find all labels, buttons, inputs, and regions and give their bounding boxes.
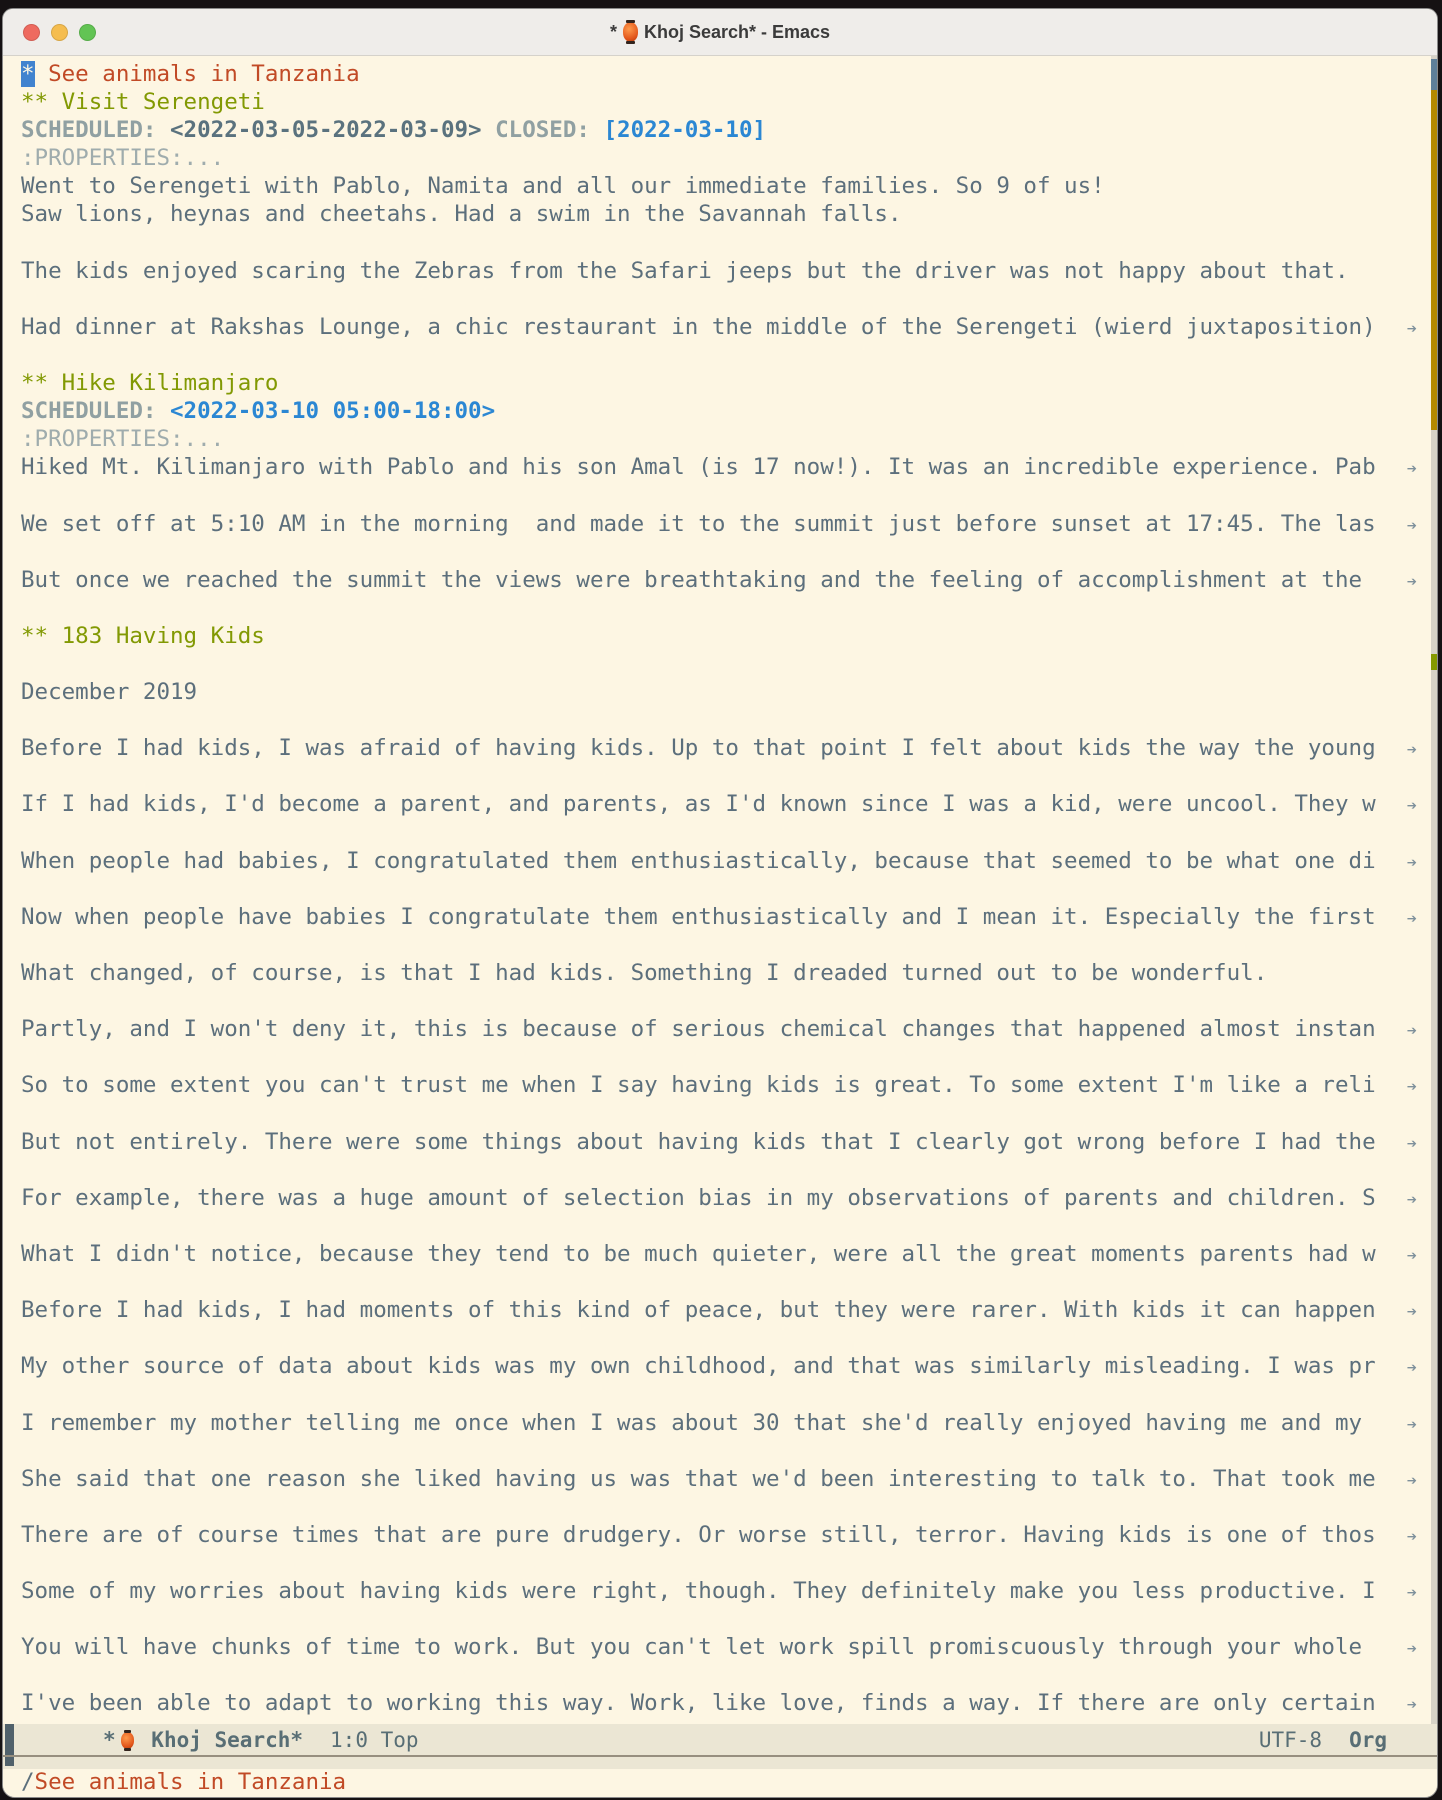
buffer-line (21, 762, 1437, 790)
buffer-line (21, 481, 1437, 509)
buffer-name-prefix: * (103, 1728, 116, 1752)
scrollbar-thumb[interactable] (1431, 90, 1437, 430)
line-truncation-arrow-icon: ➔ (1406, 459, 1417, 480)
buffer-line: When people had babies, I congratulated them enthusiastically, because that seemed to be what one di ➔ (21, 847, 1437, 875)
scrollbar-cursor-marker (1431, 59, 1437, 90)
buffer-line (21, 594, 1437, 622)
buffer-line (21, 875, 1437, 903)
buffer-line: The kids enjoyed scaring the Zebras from the Safari jeeps but the driver was not happy about that. (21, 257, 1349, 284)
line-truncation-arrow-icon: ➔ (1406, 740, 1417, 761)
major-mode-indicator[interactable]: Org (1349, 1728, 1387, 1752)
lantern-icon (121, 1732, 134, 1749)
buffer-line (21, 1605, 1437, 1633)
buffer-line: ** Visit Serengeti (21, 89, 265, 116)
line-truncation-arrow-icon: ➔ (1406, 1245, 1417, 1266)
buffer-line: SCHEDULED: <2022-03-05-2022-03-09> CLOSED: [2022-03-10] (21, 117, 767, 144)
buffer-line (21, 1268, 1437, 1296)
buffer-line: Partly, and I won't deny it, this is because of serious chemical changes that happened almost instan ➔ (21, 1015, 1437, 1043)
buffer-line: My other source of data about kids was my own childhood, and that was similarly misleading. I was pr ➔ (21, 1352, 1437, 1380)
traffic-lights (23, 9, 96, 55)
buffer-line: Had dinner at Rakshas Lounge, a chic restaurant in the middle of the Serengeti (wierd juxtaposition) ➔ (21, 313, 1437, 341)
line-truncation-arrow-icon: ➔ (1406, 318, 1417, 339)
line-truncation-arrow-icon: ➔ (1406, 1583, 1417, 1604)
buffer-line (21, 1212, 1437, 1240)
lantern-icon (623, 22, 638, 42)
cursor-position: 1:0 Top (330, 1728, 419, 1752)
buffer-line (21, 1380, 1437, 1408)
buffer-line: :PROPERTIES:... (21, 426, 225, 453)
line-truncation-arrow-icon: ➔ (1406, 1133, 1417, 1154)
title-prefix: * (609, 21, 617, 42)
line-truncation-arrow-icon: ➔ (1406, 1695, 1417, 1716)
modeline-left-bar (5, 1724, 14, 1766)
buffer-line: What I didn't notice, because they tend to be much quieter, were all the great moments parents had w ➔ (21, 1240, 1437, 1268)
line-truncation-arrow-icon: ➔ (1406, 1077, 1417, 1098)
buffer-line: Before I had kids, I had moments of this kind of peace, but they were rarer. With kids it can happen ➔ (21, 1296, 1437, 1324)
title-text: Khoj Search* - Emacs (643, 21, 831, 42)
buffer-line: ** Hike Kilimanjaro (21, 370, 279, 397)
buffer-line: We set off at 5:10 AM in the morning and made it to the summit just before sunset at 17:45. The las ➔ (21, 510, 1437, 538)
buffer-line (21, 1493, 1437, 1521)
buffer-line: * See animals in Tanzania (21, 61, 360, 87)
buffer-line (21, 1324, 1437, 1352)
buffer-line: ** 183 Having Kids (21, 622, 265, 649)
org-buffer[interactable] (3, 56, 1437, 1724)
line-truncation-arrow-icon: ➔ (1406, 1358, 1417, 1379)
buffer-lines (21, 60, 1437, 1718)
buffer-line (21, 1156, 1437, 1184)
buffer-line: But not entirely. There were some things about having kids that I clearly got wrong before I had the ➔ (21, 1128, 1437, 1156)
line-truncation-arrow-icon: ➔ (1406, 1470, 1417, 1491)
buffer-line (21, 1549, 1437, 1577)
line-truncation-arrow-icon: ➔ (1406, 796, 1417, 817)
buffer-line: Before I had kids, I was afraid of having kids. Up to that point I felt about kids the way the young ➔ (21, 734, 1437, 762)
buffer-line: But once we reached the summit the views were breathtaking and the feeling of accomplishment at the ➔ (21, 566, 1437, 594)
mode-line (3, 1724, 1437, 1769)
zoom-button[interactable] (79, 24, 96, 41)
buffer-line (21, 819, 1437, 847)
buffer-line: I remember my mother telling me once when I was about 30 that she'd really enjoyed having me and my ➔ (21, 1409, 1437, 1437)
buffer-line: Saw lions, heynas and cheetahs. Had a swim in the Savannah falls. (21, 201, 902, 228)
buffer-line: Now when people have babies I congratulate them enthusiastically and I mean it. Especially the first ➔ (21, 903, 1437, 931)
buffer-line (21, 285, 1437, 313)
line-truncation-arrow-icon: ➔ (1406, 908, 1417, 929)
buffer-line: SCHEDULED: <2022-03-10 05:00-18:00> (21, 398, 496, 425)
buffer-name-text: Khoj Search* (138, 1728, 304, 1752)
minimize-button[interactable] (51, 24, 68, 41)
buffer-line (21, 987, 1437, 1015)
buffer-name (103, 1725, 303, 1756)
window-title (610, 22, 830, 43)
line-truncation-arrow-icon: ➔ (1406, 515, 1417, 536)
buffer-line (21, 538, 1437, 566)
scrollbar-green-marker (1431, 654, 1437, 670)
buffer-line: For example, there was a huge amount of selection bias in my observations of parents and children. S ➔ (21, 1184, 1437, 1212)
buffer-line: If I had kids, I'd become a parent, and parents, as I'd known since I was a kid, were uncool. They w ➔ (21, 790, 1437, 818)
buffer-line (21, 706, 1437, 734)
encoding-indicator: UTF-8 (1258, 1728, 1323, 1752)
buffer-line: Hiked Mt. Kilimanjaro with Pablo and his son Amal (is 17 now!). It was an incredible experience. Pab ➔ (21, 453, 1437, 481)
line-truncation-arrow-icon: ➔ (1406, 1189, 1417, 1210)
buffer-line: Some of my worries about having kids were right, though. They definitely make you less productive. I ➔ (21, 1577, 1437, 1605)
buffer-line: I've been able to adapt to working this way. Work, like love, finds a way. If there are only certain ➔ (21, 1689, 1437, 1717)
buffer-line: So to some extent you can't trust me when I say having kids is great. To some extent I'm like a reli ➔ (21, 1071, 1437, 1099)
emacs-window (2, 8, 1438, 1798)
buffer-line (21, 229, 1437, 257)
buffer-line: She said that one reason she liked having us was that we'd been interesting to talk to. That took me ➔ (21, 1465, 1437, 1493)
buffer-line (21, 1099, 1437, 1127)
buffer-line: What changed, of course, is that I had kids. Something I dreaded turned out to be wonderful. (21, 960, 1268, 986)
search-query-input[interactable]: See animals in Tanzania (34, 1769, 347, 1795)
buffer-line: December 2019 (21, 679, 198, 706)
titlebar[interactable] (3, 9, 1437, 56)
buffer-line (21, 650, 1437, 678)
buffer-line (21, 1661, 1437, 1689)
buffer-line: :PROPERTIES:... (21, 145, 225, 172)
buffer-line: There are of course times that are pure drudgery. Or worse still, terror. Having kids is one of thos ➔ (21, 1521, 1437, 1549)
line-truncation-arrow-icon: ➔ (1406, 1302, 1417, 1323)
close-button[interactable] (23, 24, 40, 41)
line-truncation-arrow-icon: ➔ (1406, 1526, 1417, 1547)
line-truncation-arrow-icon: ➔ (1406, 1414, 1417, 1435)
buffer-line (21, 1043, 1437, 1071)
buffer-line: You will have chunks of time to work. But you can't let work spill promiscuously through your whole ➔ (21, 1633, 1437, 1661)
modeline-right (1259, 1725, 1387, 1756)
line-truncation-arrow-icon: ➔ (1406, 852, 1417, 873)
minibuffer[interactable] (3, 1769, 1437, 1797)
scrollbar[interactable] (1431, 56, 1437, 1724)
buffer-line: Went to Serengeti with Pablo, Namita and all our immediate families. So 9 of us! (21, 173, 1105, 200)
line-truncation-arrow-icon: ➔ (1406, 571, 1417, 592)
buffer-line (21, 931, 1437, 959)
buffer-line (21, 341, 1437, 369)
line-truncation-arrow-icon: ➔ (1406, 1639, 1417, 1660)
buffer-line (21, 1437, 1437, 1465)
line-truncation-arrow-icon: ➔ (1406, 1021, 1417, 1042)
modeline-left (103, 1725, 419, 1756)
